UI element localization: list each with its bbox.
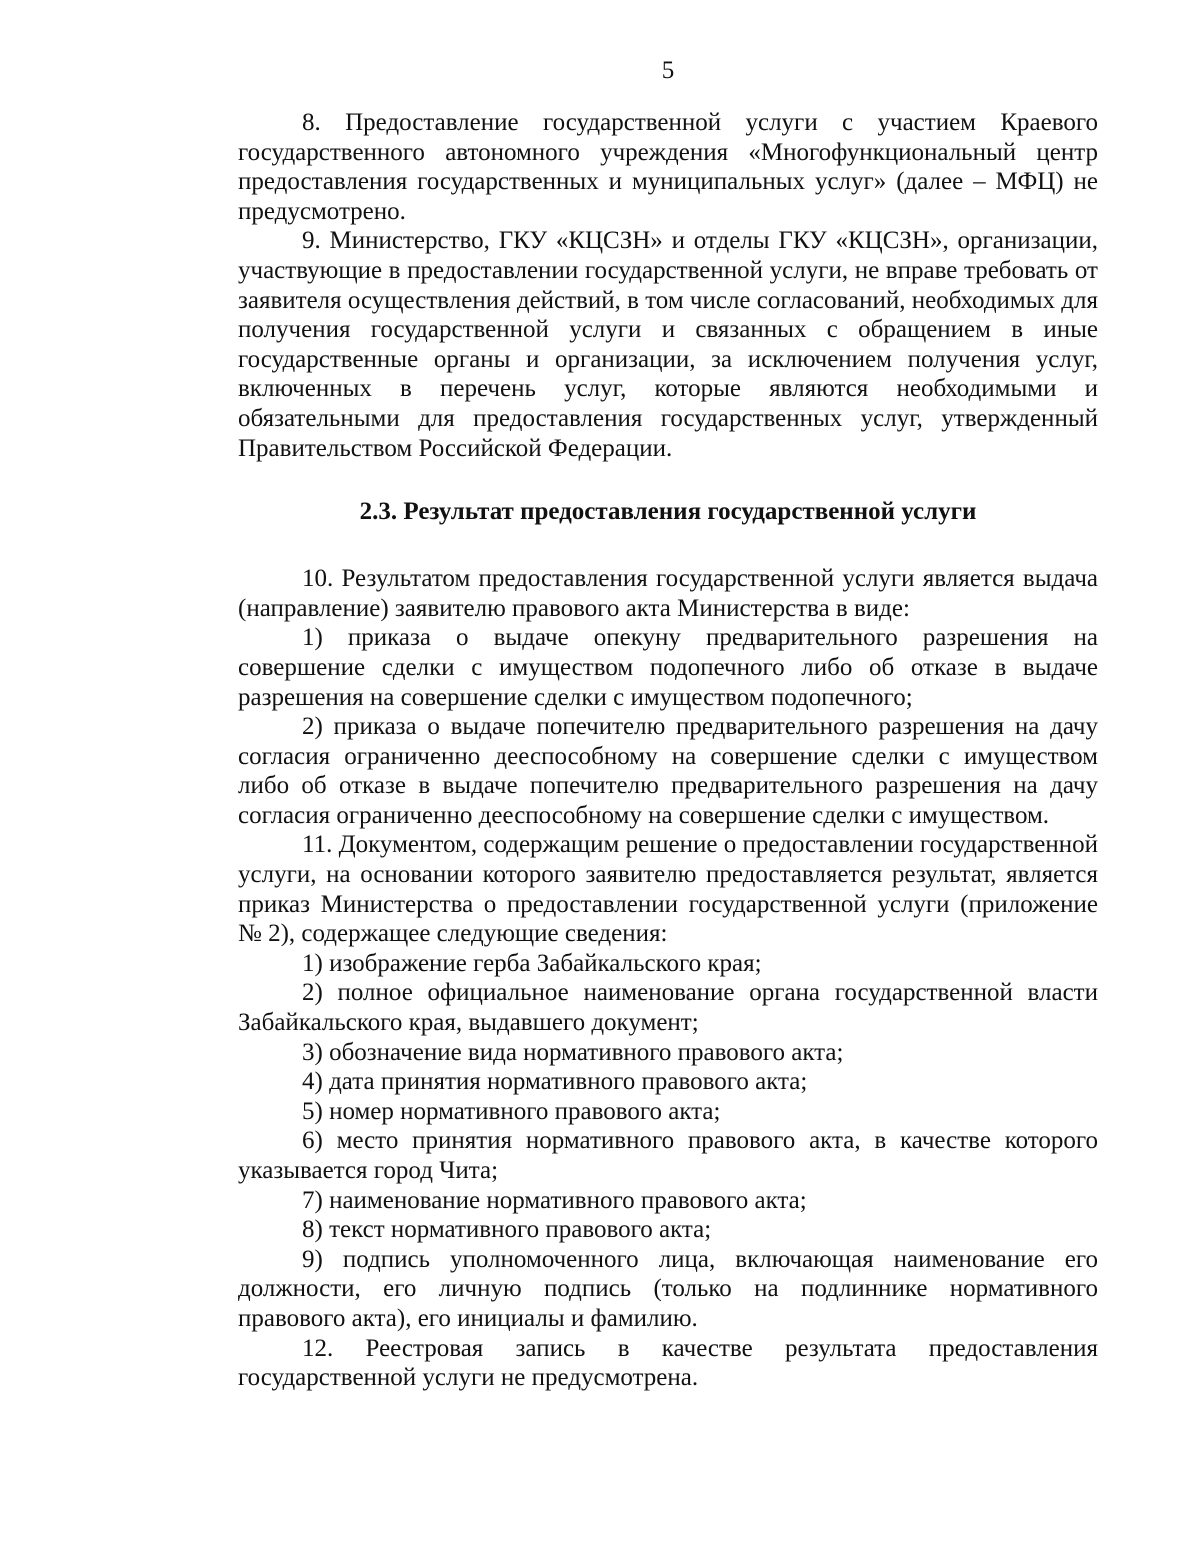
paragraph-9: 9. Министерство, ГКУ «КЦСЗН» и отделы ГКУ «КЦСЗН», организации, участвующие в предоставлении государственной услуги, не вправе требовать от заявителя осуществления действий, в том числе согласований, необходимых для получения государственной услуги и связанных с обращением в иные государственные органы и организации, за исключением получения услуг, включенных в перечень услуг, которые являются необходимыми и обязательными для предоставления государственных услуг, утвержденный Правительством Российской Федерации. [238, 227, 1098, 462]
paragraph-11: 11. Документом, содержащим решение о предоставлении государственной услуги, на основании которого заявителю предоставляется результат, является приказ Министерства о предоставлении государственной услуги (приложение № 2), содержащее следующие сведения: [238, 831, 1098, 948]
paragraph-10: 10. Результатом предоставления государственной услуги является выдача (направление) заявителю правового акта Министерства в виде: [238, 565, 1098, 622]
paragraph-11-item-6: 6) место принятия нормативного правового акта, в качестве которого указывается город Чита; [238, 1127, 1098, 1184]
page-number: 5 [661, 57, 675, 84]
paragraph-11-item-1: 1) изображение герба Забайкальского края; [302, 949, 762, 977]
section-heading: 2.3. Результат предоставления государственной услуги [359, 498, 977, 526]
paragraph-11-item-4: 4) дата принятия нормативного правового акта; [302, 1068, 808, 1096]
paragraph-10-item-1: 1) приказа о выдаче опекуну предварительного разрешения на совершение сделки с имуществом подопечного либо об отказе в выдаче разрешения на совершение сделки с имуществом подопечного; [238, 624, 1098, 711]
paragraph-8: 8. Предоставление государственной услуги с участием Краевого государственного автономного учреждения «Многофункциональный центр предоставления государственных и муниципальных услуг» (далее – МФЦ) не предусмотрено. [238, 109, 1098, 225]
paragraph-10-item-2: 2) приказа о выдаче попечителю предварительного разрешения на дачу согласия ограниченно дееспособному на совершение сделки с имуществом либо об отказе в выдаче попечителю предварительного разрешения на дачу согласия ограниченно дееспособному на совершение сделки с имуществом. [238, 713, 1098, 829]
document-page [238, 56, 1098, 1393]
paragraph-11-item-9: 9) подпись уполномоченного лица, включающая наименование его должности, его личную подпись (только на подлиннике нормативного правового акта), его инициалы и фамилию. [238, 1245, 1098, 1332]
paragraph-11-item-7: 7) наименование нормативного правового акта; [302, 1186, 807, 1214]
paragraph-12: 12. Реестровая запись в качестве результата предоставления государственной услуги не предусмотрена. [238, 1334, 1098, 1392]
paragraph-11-item-8: 8) текст нормативного правового акта; [302, 1216, 712, 1244]
paragraph-11-item-3: 3) обозначение вида нормативного правового акта; [302, 1038, 844, 1066]
paragraph-11-item-5: 5) номер нормативного правового акта; [302, 1097, 721, 1125]
paragraph-11-item-2: 2) полное официальное наименование органа государственной власти Забайкальского края, выдавшего документ; [238, 979, 1098, 1037]
